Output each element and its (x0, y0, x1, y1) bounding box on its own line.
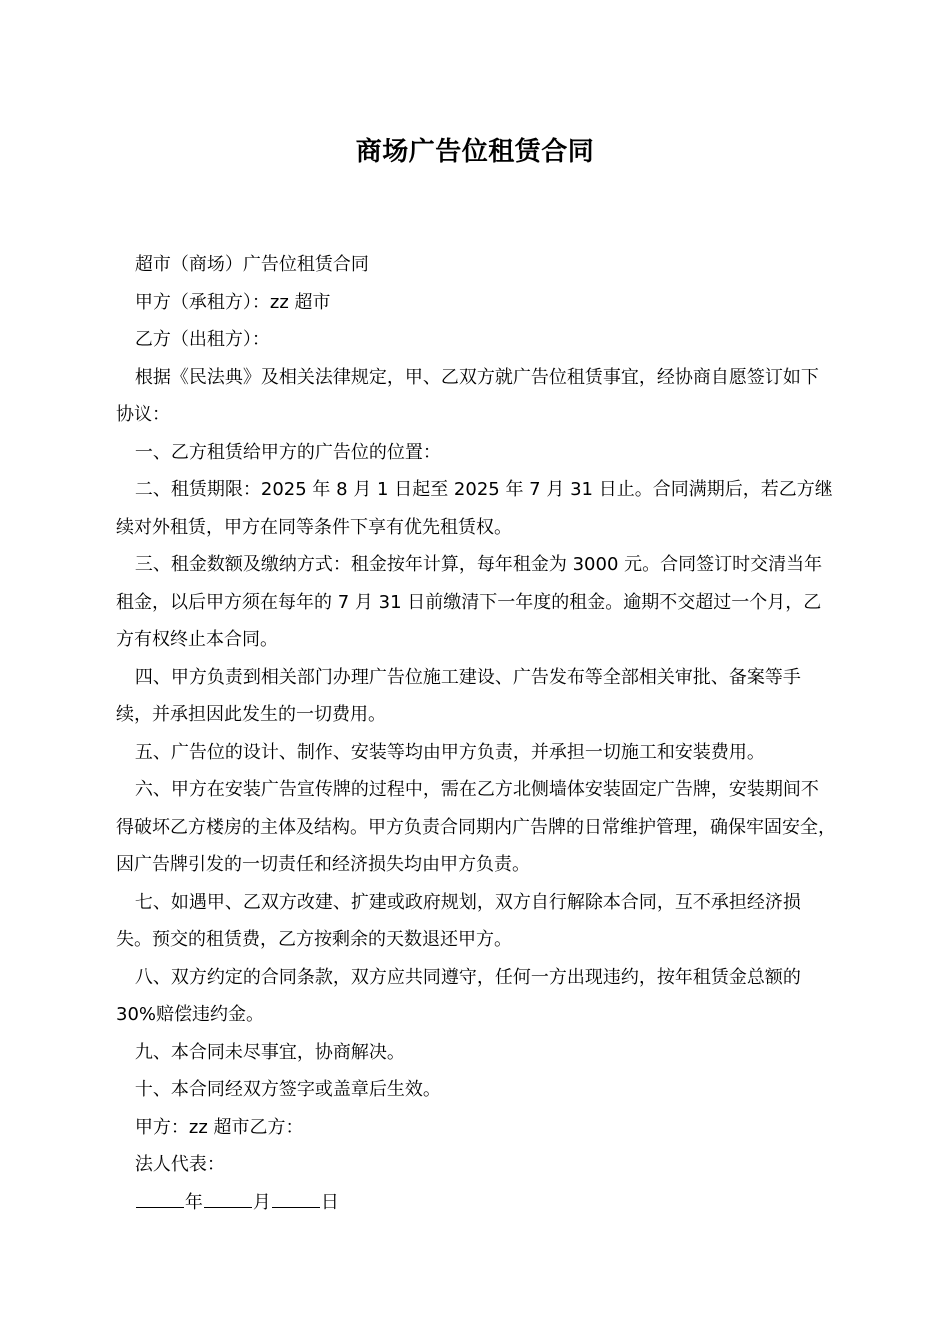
day-label: 日 (320, 1191, 339, 1213)
year-blank (136, 1206, 184, 1208)
clause-3: 三、租金数额及缴纳方式：租金按年计算，每年租金为 3000 元。合同签订时交清当年租金，以后甲方须在每年的 7 月 31 日前缴清下一年度的租金。逾期不交超过一个月，乙方有权终止本合同。 (116, 554, 823, 650)
clause-5: 五、广告位的设计、制作、安装等均由甲方负责，并承担一切施工和安装费用。 (134, 741, 765, 763)
month-blank (204, 1206, 252, 1208)
date-line (116, 1184, 836, 1222)
clause-1: 一、乙方租赁给甲方的广告位的位置： (134, 441, 441, 463)
clause-10: 十、本合同经双方签字或盖章后生效。 (134, 1079, 441, 1100)
clause-8: 八、双方约定的合同条款，双方应共同遵守，任何一方出现违约，按年租赁金总额的 30%赔偿违约金。 (116, 966, 801, 1025)
clause-4: 四、甲方负责到相关部门办理广告位施工建设、广告发布等全部相关审批、备案等手续，并承担因此发生的一切费用。 (116, 666, 801, 725)
clause-6: 六、甲方在安装广告宣传牌的过程中，需在乙方北侧墙体安装固定广告牌，安装期间不得破坏乙方楼房的主体及结构。甲方负责合同期内广告牌的日常维护管理，确保牢固安全，因广告牌引发的一切责任和经济损失均由甲方负责。 (116, 779, 836, 875)
day-blank (272, 1206, 320, 1208)
month-label: 月 (252, 1191, 271, 1213)
contract-body (116, 246, 836, 1221)
clause-9: 九、本合同未尽事宜，协商解决。 (134, 1041, 405, 1063)
year-label: 年 (184, 1191, 203, 1213)
party-a-line: 甲方（承租方）：zz 超市 (134, 291, 331, 313)
preamble-paragraph: 根据《民法典》及相关法律规定，甲、乙双方就广告位租赁事宜，经协商自愿签订如下协议： (116, 366, 819, 425)
legal-representative-line: 法人代表： (134, 1154, 225, 1175)
contract-heading-line: 超市（商场）广告位租赁合同 (134, 254, 369, 275)
document-title: 商场广告位租赁合同 (355, 137, 595, 167)
clause-7: 七、如遇甲、乙双方改建、扩建或政府规划，双方自行解除本合同，互不承担经济损失。预交的租赁费，乙方按剩余的天数退还甲方。 (116, 891, 801, 950)
signature-parties-line: 甲方：zz 超市乙方： (134, 1116, 304, 1138)
party-b-line: 乙方（出租方）： (134, 329, 270, 350)
clause-2: 二、租赁期限：2025 年 8 月 1 日起至 2025 年 7 月 31 日止。合同满期后，若乙方继续对外租赁，甲方在同等条件下享有优先租赁权。 (116, 479, 833, 538)
